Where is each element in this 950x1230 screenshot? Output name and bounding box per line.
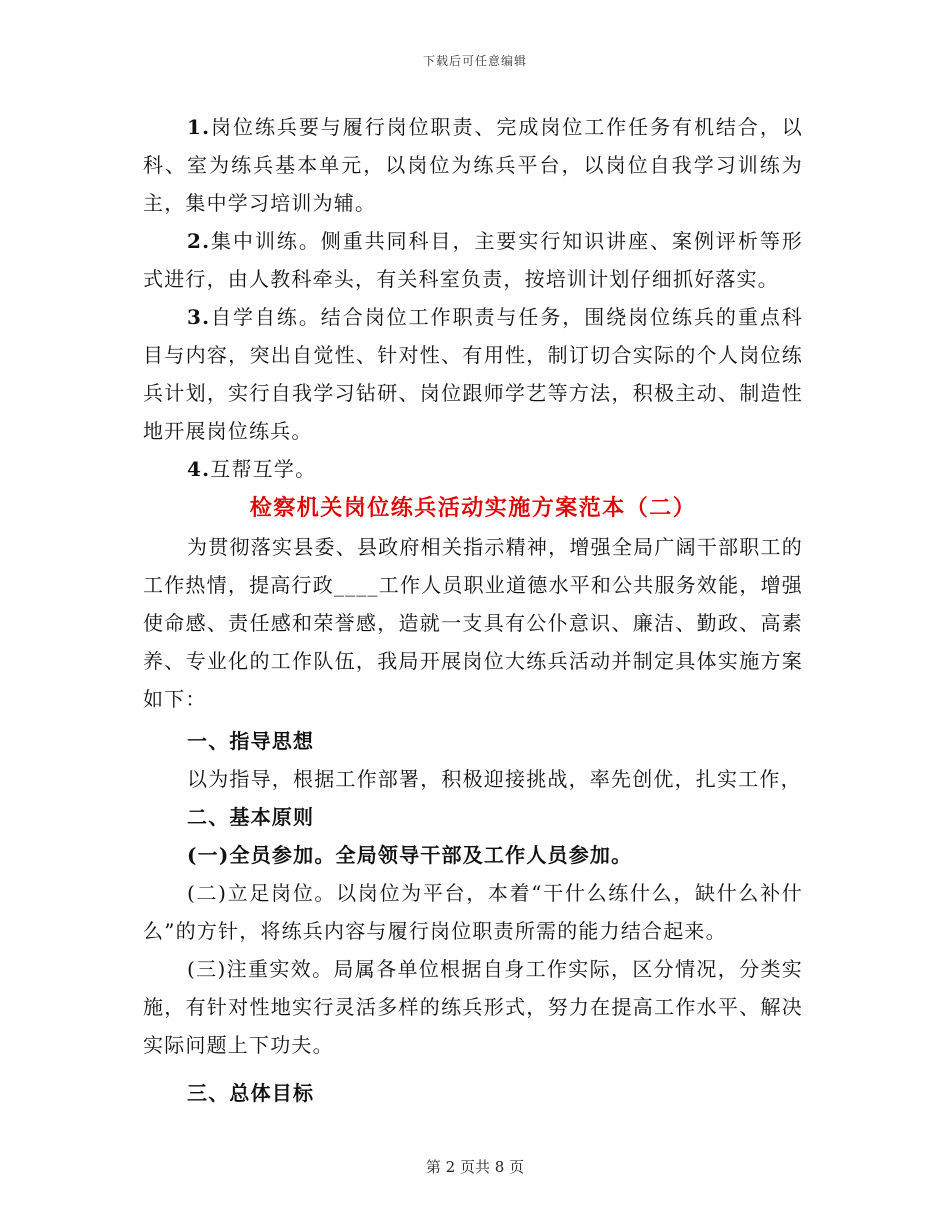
principle-2: (二)立足岗位。以岗位为平台，本着“干什么练什么，缺什么补什么”的方针，将练兵内容与履行岗位职责所需的能力结合起来。 [143,881,803,943]
item-2-number: 2. [187,229,211,253]
item-4-number: 4. [187,457,211,481]
item-1-text: 岗位练兵要与履行岗位职责、完成岗位工作任务有机结合，以科、室为练兵基本单元，以岗位为练兵平台，以岗位自我学习训练为主，集中学习培训为辅。 [143,115,803,215]
item-4 [143,450,803,488]
item-2 [143,222,803,298]
principle-1: (一)全员参加。全局领导干部及工作人员参加。 [187,843,633,867]
page-footer: 第 2 页共 8 页 [425,1158,525,1176]
principle-3: (三)注重实效。局属各单位根据自身工作实际，区分情况，分类实施，有针对性地实行灵活多样的练兵形式，努力在提高工作水平、解决实际问题上下功夫。 [143,957,803,1057]
page-header: 下载后可任意编辑 [422,54,527,68]
item-1-number: 1. [187,115,211,139]
heading-overall-goals: 三、总体目标 [187,1081,315,1105]
intro-paragraph: 为贯彻落实县委、县政府相关指示精神，增强全局广阔干部职工的工作热情，提高行政____工作人员职业道德水平和公共服务效能，增强使命感、责任感和荣誉感，造就一支具有公仆意识、廉洁、勤政、高素养、专业化的工作队伍，我局开展岗位大练兵活动并制定具体实施方案如下： [143,535,803,711]
document-title: 检察机关岗位练兵活动实施方案范本（二） [249,495,697,521]
item-2-text: 集中训练。侧重共同科目，主要实行知识讲座、案例评析等形式进行，由人教科牵头，有关科室负责，按培训计划仔细抓好落实。 [143,229,803,291]
document-body [143,108,803,1112]
heading-basic-principles: 二、基本原则 [187,805,315,829]
item-4-text: 互帮互学。 [210,457,317,481]
item-3 [143,298,803,450]
item-3-text: 自学自练。结合岗位工作职责与任务，围绕岗位练兵的重点科目与内容，突出自觉性、针对性、有用性，制订切合实际的个人岗位练兵计划，实行自我学习钻研、岗位跟师学艺等方法，积极主动、制造性地开展岗位练兵。 [143,305,803,443]
guiding-text: 以为指导，根据工作部署，积极迎接挑战，率先创优，扎实工作， [187,767,802,791]
item-1 [143,108,803,222]
item-3-number: 3. [187,305,211,329]
heading-guiding-thought: 一、指导思想 [187,729,315,753]
